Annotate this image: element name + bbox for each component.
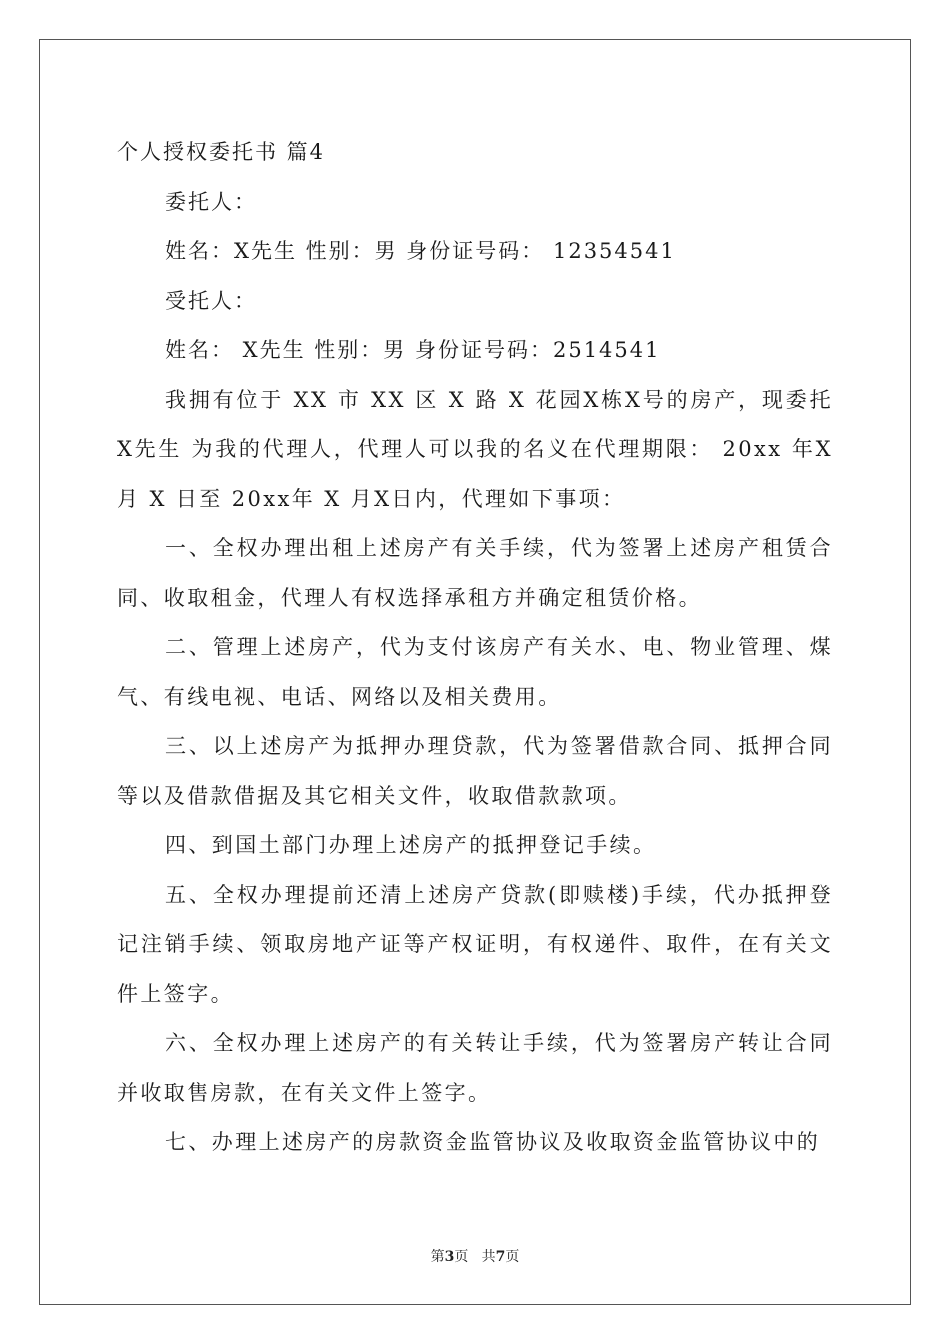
total-suffix: 页 — [505, 1249, 520, 1265]
principal-info: 姓名：X先生 性别：男 身份证号码： 12354541 — [165, 239, 676, 263]
document-title: 个人授权委托书 篇4 — [117, 140, 326, 164]
page-suffix: 页 — [454, 1249, 469, 1265]
principal-heading: 委托人： — [165, 189, 257, 214]
page-prefix: 第 — [430, 1249, 445, 1265]
intro-paragraph: 我拥有位于 XX 市 XX 区 X 路 X 花园X栋X号的房产，现委托X先生 为我的代理人，代理人可以我的名义在代理期限： 20xx 年X月 X 日至 20xx年 X 月X日内，代理如下事项： — [117, 387, 833, 511]
item-paragraph-3: 三、以上述房产为抵押办理贷款，代为签署借款合同、抵押合同等以及借款借据及其它相关文件，收取借款款项。 — [117, 734, 833, 808]
total-prefix: 共 — [481, 1249, 496, 1265]
item-paragraph-4: 四、到国土部门办理上述房产的抵押登记手续。 — [165, 833, 657, 857]
item-paragraph-7: 七、办理上述房产的房款资金监管协议及收取资金监管协议中的 — [165, 1130, 821, 1154]
document-body — [117, 128, 833, 1168]
item-paragraph-5: 五、全权办理提前还清上述房产贷款(即赎楼)手续，代办抵押登记注销手续、领取房地产证等产权证明，有权递件、取件，在有关文件上签字。 — [117, 882, 833, 1006]
page-total: 7 — [495, 1249, 506, 1265]
agent-heading: 受托人： — [165, 288, 257, 313]
agent-info: 姓名： X先生 性别：男 身份证号码：2514541 — [165, 338, 661, 362]
page-current: 3 — [444, 1249, 455, 1265]
item-paragraph-2: 二、管理上述房产，代为支付该房产有关水、电、物业管理、煤气、有线电视、电话、网络以及相关费用。 — [117, 635, 833, 709]
item-paragraph-1: 一、全权办理出租上述房产有关手续，代为签署上述房产租赁合同、收取租金，代理人有权选择承租方并确定租赁价格。 — [117, 536, 833, 610]
page-footer — [0, 1246, 950, 1266]
item-paragraph-6: 六、全权办理上述房产的有关转让手续，代为签署房产转让合同并收取售房款，在有关文件上签字。 — [117, 1031, 833, 1105]
